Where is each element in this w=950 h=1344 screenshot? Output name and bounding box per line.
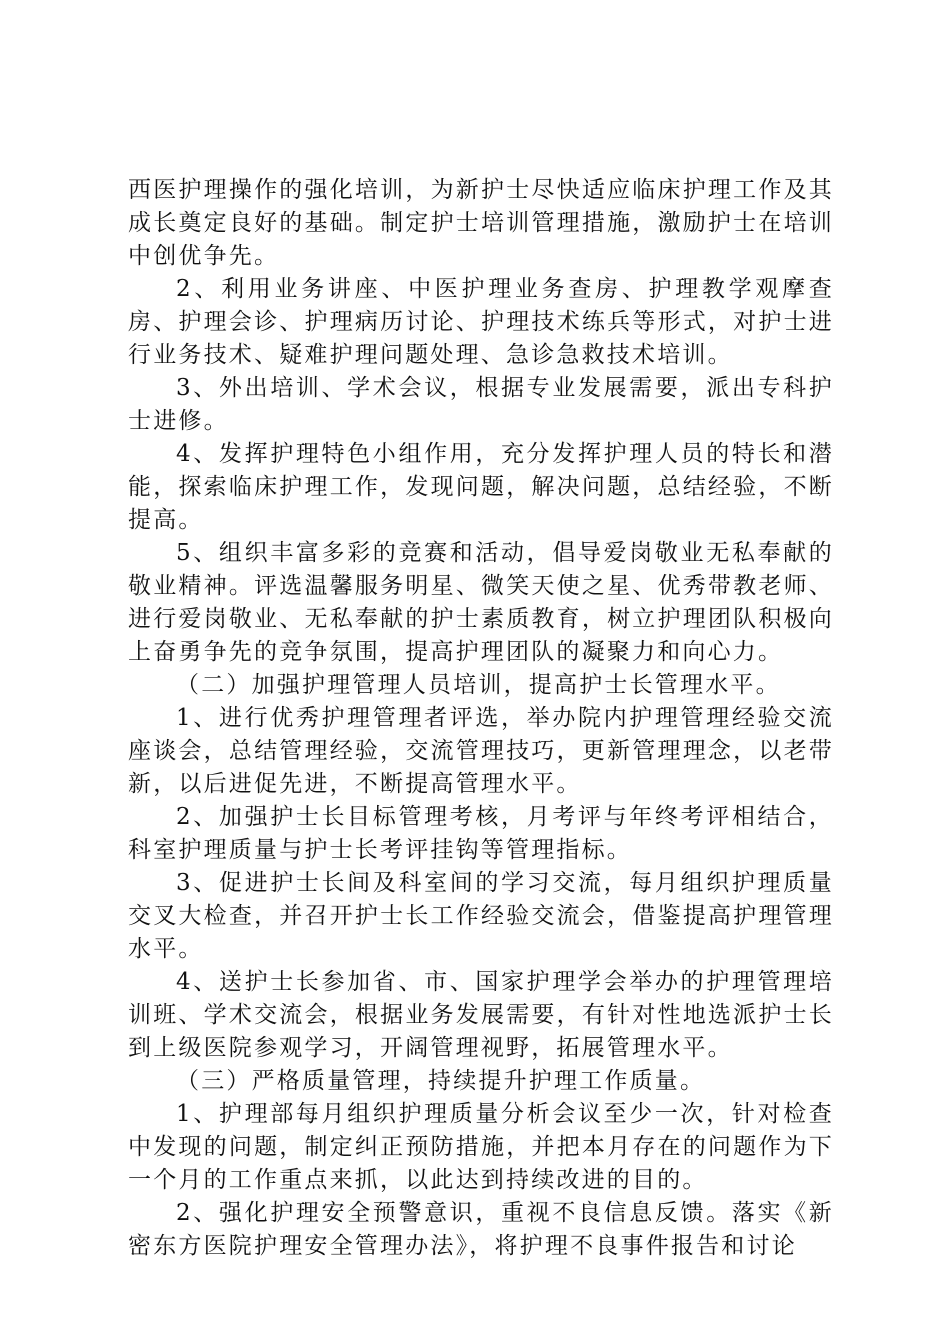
paragraph-item-2: 2、利用业务讲座、中医护理业务查房、护理教学观摩查房、护理会诊、护理病历讨论、护理技术练兵等形式，对护士进行业务技术、疑难护理问题处理、急诊急救技术培训。 xyxy=(128,276,834,368)
paragraph-item-5: 5、组织丰富多彩的竞赛和活动，倡导爱岗敬业无私奉献的敬业精神。评选温馨服务明星、微笑天使之星、优秀带教老师、进行爱岗敬业、无私奉献的护士素质教育，树立护理团队积极向上奋勇争先的竞争氛围，提高护理团队的凝聚力和向心力。 xyxy=(128,540,834,665)
paragraph-continuation: 西医护理操作的强化培训，为新护士尽快适应临床护理工作及其成长奠定良好的基础。制定护士培训管理措施，激励护士在培训中创优争先。 xyxy=(128,177,834,269)
paragraph-item-4: 4、送护士长参加省、市、国家护理学会举办的护理管理培训班、学术交流会，根据业务发展需要，有针对性地选派护士长到上级医院参观学习，开阔管理视野，拓展管理水平。 xyxy=(128,969,834,1061)
paragraph-item-4: 4、发挥护理特色小组作用，充分发挥护理人员的特长和潜能，探索临床护理工作，发现问题，解决问题，总结经验，不断提高。 xyxy=(128,441,834,533)
paragraph-item-3: 3、促进护士长间及科室间的学习交流，每月组织护理质量交叉大检查，并召开护士长工作经验交流会，借鉴提高护理管理水平。 xyxy=(128,870,834,962)
paragraph-item-3: 3、外出培训、学术会议，根据专业发展需要，派出专科护士进修。 xyxy=(128,375,834,434)
paragraph-item-2: 2、加强护士长目标管理考核，月考评与年终考评相结合，科室护理质量与护士长考评挂钩等管理指标。 xyxy=(128,804,834,863)
paragraph-item-1: 1、进行优秀护理管理者评选，举办院内护理管理经验交流座谈会，总结管理经验，交流管理技巧，更新管理理念，以老带新，以后进促先进，不断提高管理水平。 xyxy=(128,705,834,797)
paragraph-item-1: 1、护理部每月组织护理质量分析会议至少一次，针对检查中发现的问题，制定纠正预防措施，并把本月存在的问题作为下一个月的工作重点来抓，以此达到持续改进的目的。 xyxy=(128,1101,834,1193)
section-heading-2: （二）加强护理管理人员培训，提高护士长管理水平。 xyxy=(176,672,781,698)
section-heading-3: （三）严格质量管理，持续提升护理工作质量。 xyxy=(176,1068,706,1094)
paragraph-item-2: 2、强化护理安全预警意识，重视不良信息反馈。落实《新密东方医院护理安全管理办法》，将护理不良事件报告和讨论 xyxy=(128,1200,834,1259)
document-body xyxy=(128,174,834,1263)
